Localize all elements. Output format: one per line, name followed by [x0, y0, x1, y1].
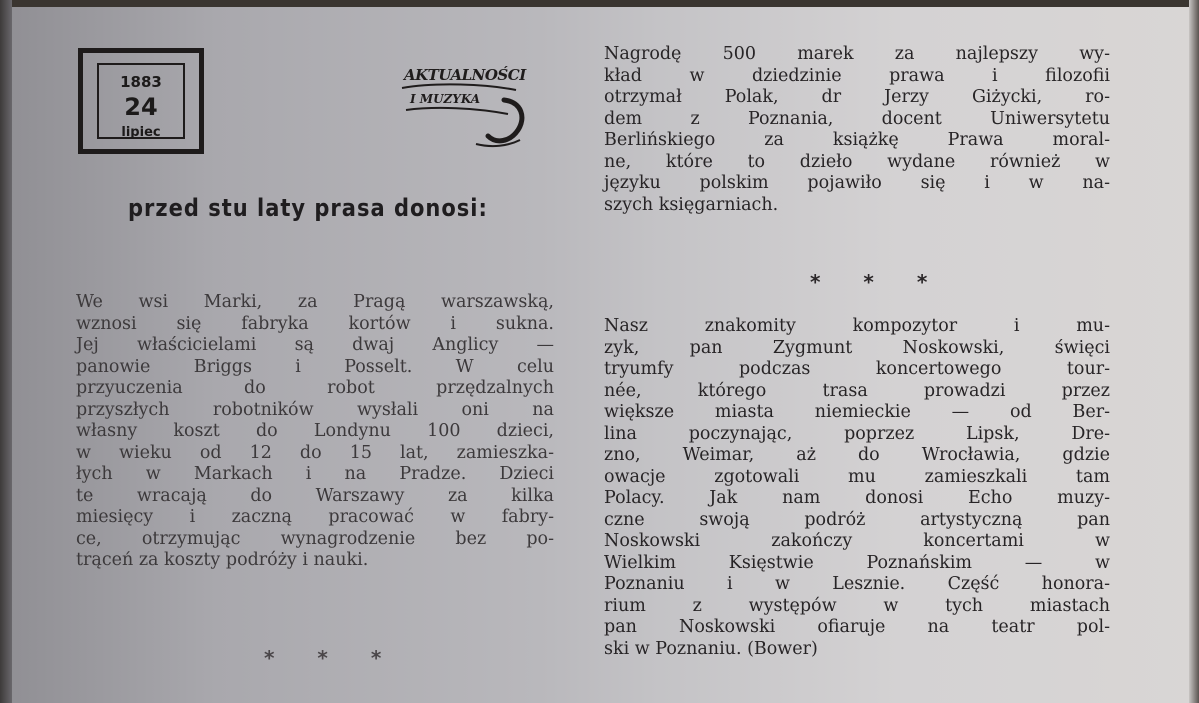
article-line: szych księgarniach.: [604, 194, 779, 215]
article-line: pan Noskowski ofiaruje na teatr pol-: [604, 617, 1110, 637]
date-month: lipiec: [121, 125, 161, 140]
left-edge: [0, 0, 12, 703]
article-line: większe miasta niemieckie — od Ber-: [604, 402, 1110, 422]
article-line: języku polskim pojawiło się i w na-: [604, 173, 1110, 193]
date-stamp: [78, 48, 204, 154]
article-line: Nasz znakomity kompozytor i mu-: [604, 316, 1110, 336]
top-border: [0, 0, 1199, 7]
article-line: dem z Poznania, docent Uniwersytetu: [604, 108, 1110, 129]
article-line: née, którego trasa prowadzi przez: [604, 380, 1110, 401]
article-marki-factory: [76, 292, 554, 572]
article-line: Wielkim Księstwie Poznańskim — w: [604, 552, 1110, 573]
article-line: zyk, pan Zygmunt Noskowski, święci: [604, 337, 1110, 358]
section-heading: przed stu laty prasa donosi:: [128, 194, 488, 222]
article-line: panowie Briggs i Posselt. W celu: [76, 356, 554, 377]
article-line: własny koszt do Londynu 100 dzieci,: [76, 421, 554, 441]
separator-stars-right: * * *: [810, 270, 946, 294]
article-line: Nagrodę 500 marek za najlepszy wy-: [604, 44, 1110, 64]
article-line: owacje zgotowali mu zamieszkali tam: [604, 466, 1110, 487]
article-line: tryumfy podczas koncertowego tour-: [604, 359, 1110, 379]
article-line: Polacy. Jak nam donosi Echo muzy-: [604, 488, 1110, 508]
article-line: miesięcy i zaczną pracować w fabry-: [76, 507, 554, 527]
article-line: lina poczynając, poprzez Lipsk, Dre-: [604, 423, 1110, 444]
separator-stars-left: * * *: [264, 646, 400, 670]
article-line: Noskowski zakończy koncertami w: [604, 531, 1110, 551]
article-line: zno, Weimar, aż do Wrocławia, gdzie: [604, 445, 1110, 465]
logo-text-line1: AKTUALNOŚCI: [404, 66, 526, 84]
article-line: w wieku od 12 do 15 lat, zamieszka-: [76, 442, 554, 463]
article-line: Berlińskiego za książkę Prawa moral-: [604, 130, 1110, 150]
logo-text-line2: I MUZYKA: [410, 92, 481, 106]
article-noskowski-tour: [604, 316, 1110, 660]
article-line: przyszłych robotników wysłali oni na: [76, 399, 554, 420]
article-gizycki-prize: [604, 44, 1110, 216]
article-line: We wsi Marki, za Pragą warszawską,: [76, 292, 554, 312]
right-edge: [1189, 0, 1199, 703]
article-line: trąceń za koszty podróży i nauki.: [76, 550, 369, 570]
article-line: ne, które to dzieło wydane również w: [604, 151, 1110, 172]
date-day: 24: [124, 93, 158, 121]
article-line: te wracają do Warszawy za kilka: [76, 485, 554, 506]
article-line: kład w dziedzinie prawa i filozofii: [604, 65, 1110, 86]
article-line: ce, otrzymując wynagrodzenie bez po-: [76, 528, 554, 549]
column-logo: [396, 60, 536, 156]
article-line: łych w Markach i na Pradze. Dzieci: [76, 464, 554, 484]
article-line: Poznaniu i w Lesznie. Część honora-: [604, 574, 1110, 594]
article-line: Jej właścicielami są dwaj Anglicy —: [76, 335, 554, 355]
article-line: otrzymał Polak, dr Jerzy Giżycki, ro-: [604, 87, 1110, 107]
article-line: czne swoją podróż artystyczną pan: [604, 509, 1110, 530]
article-line: ski w Poznaniu. (Bower): [604, 638, 818, 659]
article-line: rium z występów w tych miastach: [604, 595, 1110, 616]
article-line: przyuczenia do robot przędzalnych: [76, 378, 554, 398]
date-year: 1883: [120, 73, 162, 91]
article-line: wznosi się fabryka kortów i sukna.: [76, 313, 554, 334]
